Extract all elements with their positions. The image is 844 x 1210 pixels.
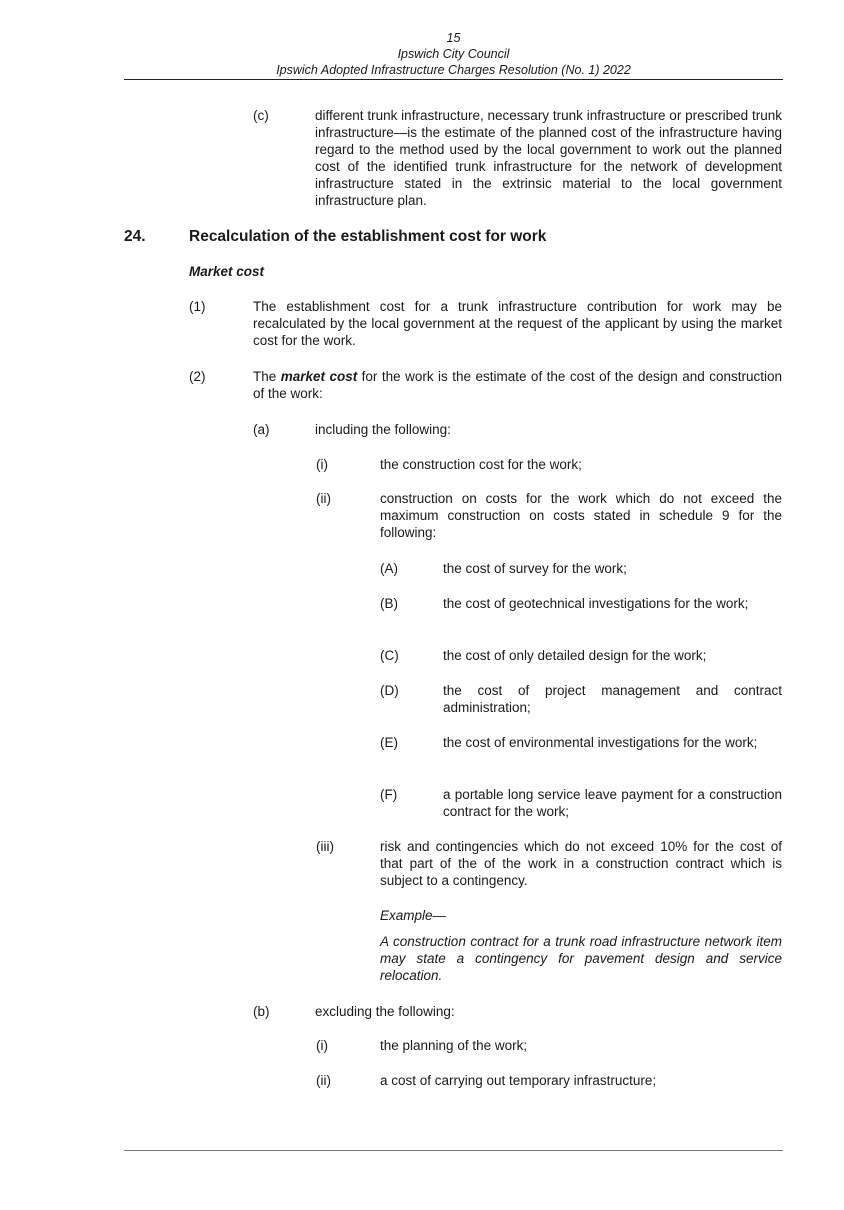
footer-rule <box>124 1150 783 1151</box>
subitem-label: (E) <box>380 735 398 750</box>
subitem-text: the cost of only detailed design for the work; <box>443 648 707 663</box>
clause-1-text: The establishment cost for a trunk infrastructure contribution for work may be recalculated by the local government at the request of the applicant by using the market cost for the work. <box>253 299 782 348</box>
para-b-item-label: (i) <box>316 1038 328 1053</box>
para-b-item-label: (ii) <box>316 1073 331 1088</box>
para-b-item-text: a cost of carrying out temporary infrastructure; <box>380 1073 657 1088</box>
section-subheading: Market cost <box>189 264 265 279</box>
subitem-text: a portable long service leave payment for a construction contract for the work; <box>443 787 782 819</box>
header-organization: Ipswich City Council <box>397 47 510 61</box>
header-rule <box>124 79 783 80</box>
defined-term-market-cost: market cost <box>280 369 358 384</box>
section-title: Recalculation of the establishment cost for work <box>189 228 547 245</box>
para-a-item-label: (i) <box>316 457 328 472</box>
subitem-label: (F) <box>380 787 398 802</box>
para-a-label: (a) <box>253 422 270 437</box>
subitem-text: the cost of survey for the work; <box>443 561 627 576</box>
clause-2-label: (2) <box>189 369 206 384</box>
para-b-text: excluding the following: <box>315 1004 455 1019</box>
example-text: A construction contract for a trunk road infrastructure network item may state a contingency for pavement design and service relocation. <box>380 934 782 983</box>
para-a-item-label: (iii) <box>316 839 334 854</box>
para-a-item-text: risk and contingencies which do not exceed 10% for the cost of that part of the of the work in a construction contract which is subject to a contingency. <box>380 839 782 888</box>
continuation-label: (c) <box>253 108 269 123</box>
clause-2-text-before: The <box>253 369 281 384</box>
subitem-label: (D) <box>380 683 399 698</box>
subitem-text: the cost of environmental investigations for the work; <box>443 735 758 750</box>
para-a-item-label: (ii) <box>316 491 331 506</box>
subitem-label: (C) <box>380 648 399 663</box>
clause-1-label: (1) <box>189 299 206 314</box>
para-a-text: including the following: <box>315 422 451 437</box>
subitem-text: the cost of geotechnical investigations for the work; <box>443 596 749 611</box>
header-document-title: Ipswich Adopted Infrastructure Charges Resolution (No. 1) 2022 <box>276 63 631 77</box>
section-number: 24. <box>124 228 146 245</box>
para-b-label: (b) <box>253 1004 270 1019</box>
subitem-text: the cost of project management and contract administration; <box>443 683 782 715</box>
continuation-text: different trunk infrastructure, necessary trunk infrastructure or prescribed trunk infrastructure—is the estimate of the planned cost of the infrastructure having regard to the method used by the local government to work out the planned cost of the identified trunk infrastructure for the network of development infrastructure stated in the extrinsic material to the local government infrastructure plan. <box>315 108 782 208</box>
subitem-label: (A) <box>380 561 398 576</box>
example-label: Example— <box>380 908 447 923</box>
subitem-label: (B) <box>380 596 398 611</box>
page-number: 15 <box>446 31 461 45</box>
clause-2-text-after: for the work is the estimate of the cost of the design and construction of the work: <box>253 369 782 401</box>
para-b-item-text: the planning of the work; <box>380 1038 528 1053</box>
para-a-item-text: construction on costs for the work which do not exceed the maximum construction on costs stated in schedule 9 for the following: <box>380 491 782 540</box>
para-a-item-text: the construction cost for the work; <box>380 457 582 472</box>
clause-2-text <box>253 368 782 402</box>
